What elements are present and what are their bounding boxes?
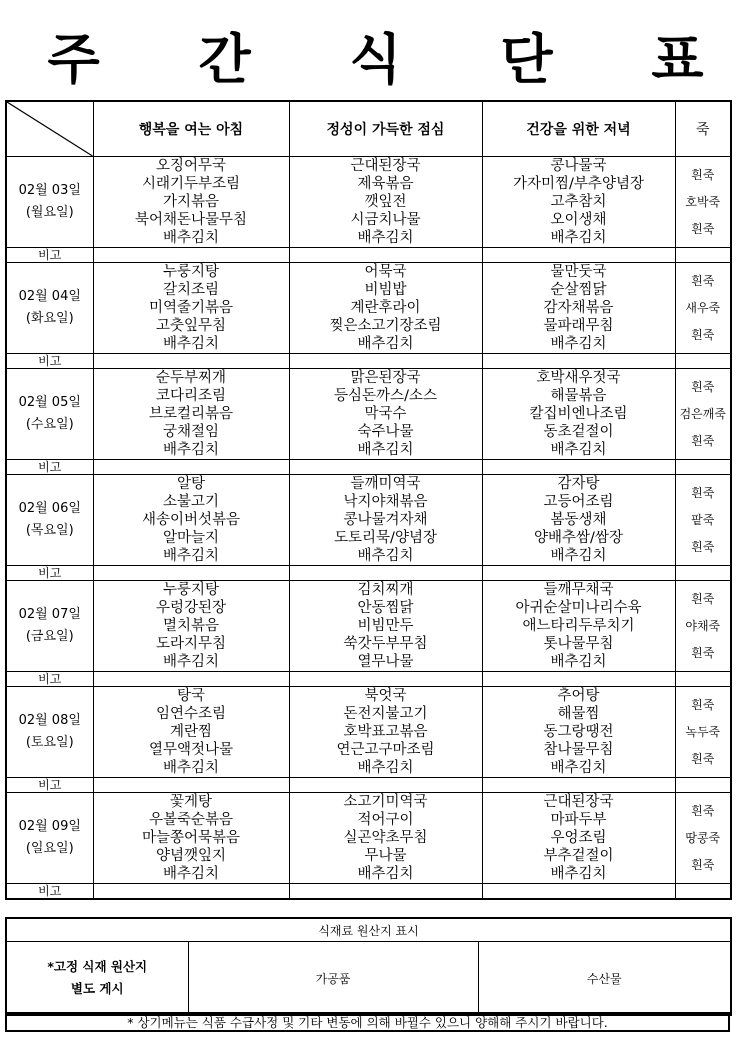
menu-item: 호박표고볶음 (343, 724, 428, 740)
porridge-item: 흰죽 (691, 591, 715, 606)
note-blank (482, 460, 675, 475)
porridge-item: 녹두죽 (685, 724, 721, 739)
date-cell (6, 793, 93, 884)
menu-item: 배추김치 (162, 230, 220, 246)
lunch-cell (289, 475, 482, 566)
menu-item: 봄동생채 (550, 512, 607, 528)
menu-item: 도토리묵/양념장 (334, 530, 437, 546)
menu-item: 들깨미역국 (350, 476, 421, 492)
dinner-cell (482, 263, 675, 354)
note-blank (482, 354, 675, 369)
dinner-cell (482, 793, 675, 884)
menu-item: 들깨무채국 (543, 582, 614, 598)
menu-item: 비빔만두 (357, 618, 414, 634)
note-blank (289, 248, 482, 263)
menu-item: 배추김치 (162, 336, 220, 352)
breakfast-cell (93, 581, 289, 672)
dinner-cell (482, 475, 675, 566)
menu-item: 북엇국 (364, 688, 407, 704)
porridge-item: 흰죽 (691, 857, 715, 872)
breakfast-header: 행복을 여는 아침 (93, 101, 289, 157)
menu-item: 김치찌개 (357, 582, 414, 598)
note-label: 비고 (6, 248, 93, 263)
menu-item: 우엉조림 (550, 830, 607, 846)
menu-item: 숙주나물 (357, 424, 414, 440)
menu-item: 마늘쫑어묵볶음 (141, 830, 241, 846)
note-blank (289, 354, 482, 369)
note-blank (93, 354, 289, 369)
menu-item: 배추김치 (550, 654, 607, 670)
menu-item: 꽃게탕 (169, 794, 213, 810)
porridge-item: 흰죽 (691, 803, 715, 818)
note-blank (289, 566, 482, 581)
lunch-cell (289, 157, 482, 248)
note-label: 비고 (6, 672, 93, 687)
menu-item: 순살찜닭 (550, 282, 607, 298)
menu-item: 칼집비엔나조림 (529, 406, 628, 422)
menu-item: 부추겉절이 (543, 848, 614, 864)
menu-item: 근대된장국 (543, 794, 614, 810)
note-row (6, 354, 731, 369)
fixed-origin-line-1: *고정 식재 원산지 (47, 959, 148, 974)
menu-item: 시금치나물 (350, 212, 421, 228)
date-text: 02월 05일 (18, 395, 81, 410)
weekday-text: (월요일) (25, 205, 74, 220)
note-blank (482, 566, 675, 581)
menu-item: 열무액젓나물 (148, 742, 234, 758)
menu-item: 아귀순살미나리수육 (515, 600, 642, 616)
menu-item: 시래기두부조림 (141, 176, 241, 192)
note-blank (289, 884, 482, 900)
menu-item: 호박새우젓국 (536, 370, 621, 386)
porridge-item: 팥죽 (691, 512, 715, 527)
menu-item: 알마늘지 (162, 530, 220, 546)
origin-table (5, 917, 732, 1016)
menu-item: 배추김치 (550, 442, 607, 458)
weekday-text: (금요일) (25, 629, 74, 644)
note-row (6, 672, 731, 687)
menu-item: 코다리조림 (155, 388, 227, 404)
note-blank (675, 884, 731, 900)
menu-item: 배추김치 (162, 866, 220, 882)
menu-item: 새송이버섯볶음 (141, 512, 241, 528)
dinner-cell (482, 369, 675, 460)
menu-item: 추어탕 (557, 688, 600, 704)
porridge-item: 호박죽 (685, 194, 721, 209)
note-blank (675, 672, 731, 687)
lunch-header: 정성이 가득한 점심 (289, 101, 482, 157)
menu-item: 낙지야채볶음 (343, 494, 428, 510)
day-row (6, 475, 731, 566)
menu-item: 소불고기 (162, 494, 220, 510)
day-row (6, 369, 731, 460)
seafood-cell: 수산물 (478, 942, 731, 1016)
menu-item: 배추김치 (162, 548, 220, 564)
note-blank (482, 884, 675, 900)
note-blank (675, 778, 731, 793)
menu-item: 콩나물국 (550, 158, 607, 174)
menu-item: 가지볶음 (162, 194, 220, 210)
porridge-cell (675, 369, 731, 460)
menu-item: 깻잎전 (364, 194, 407, 210)
porridge-item: 흰죽 (691, 645, 715, 660)
menu-item: 감자탕 (557, 476, 600, 492)
note-label: 비고 (6, 566, 93, 581)
date-cell (6, 369, 93, 460)
dinner-cell (482, 581, 675, 672)
menu-item: 배추김치 (357, 548, 414, 564)
porridge-header: 죽 (675, 101, 731, 157)
menu-item: 고등어조림 (543, 494, 614, 510)
note-row (6, 248, 731, 263)
note-label: 비고 (6, 884, 93, 900)
date-cell (6, 157, 93, 248)
note-blank (93, 566, 289, 581)
menu-item: 우렁강된장 (155, 600, 227, 616)
menu-item: 양배추쌈/쌈장 (534, 530, 623, 546)
note-row (6, 460, 731, 475)
porridge-item: 흰죽 (691, 697, 715, 712)
weekly-menu-table (5, 100, 732, 900)
menu-item: 배추김치 (357, 866, 414, 882)
day-row (6, 687, 731, 778)
menu-item: 동그랑땡전 (543, 724, 614, 740)
menu-item: 탕국 (176, 688, 205, 704)
menu-item: 막국수 (364, 406, 407, 422)
menu-item: 소고기미역국 (343, 794, 428, 810)
porridge-item: 검은깨죽 (679, 406, 726, 421)
fixed-origin-note (6, 942, 188, 1016)
date-text: 02월 09일 (18, 819, 81, 834)
date-cell (6, 475, 93, 566)
date-text: 02월 06일 (18, 501, 81, 516)
menu-item: 배추김치 (550, 336, 607, 352)
porridge-cell (675, 475, 731, 566)
porridge-item: 흰죽 (691, 273, 715, 288)
menu-item: 누룽지탕 (162, 582, 220, 598)
menu-item: 배추김치 (357, 230, 414, 246)
menu-item: 적어구이 (357, 812, 414, 828)
menu-item: 비빔밥 (364, 282, 407, 298)
menu-item: 물만둣국 (550, 264, 607, 280)
menu-item: 배추김치 (550, 866, 607, 882)
note-row (6, 884, 731, 900)
menu-item: 등심돈까스/소스 (334, 388, 437, 404)
weekday-text: (수요일) (25, 417, 74, 432)
page-title: 주 간 식 단 표 (47, 28, 744, 91)
menu-item: 배추김치 (162, 760, 220, 776)
note-blank (93, 248, 289, 263)
menu-item: 배추김치 (550, 760, 607, 776)
porridge-item: 흰죽 (691, 327, 715, 342)
note-blank (482, 248, 675, 263)
porridge-item: 흰죽 (691, 751, 715, 766)
menu-item: 참나물무침 (543, 742, 614, 758)
day-row (6, 581, 731, 672)
menu-item: 브로컬리볶음 (148, 406, 234, 422)
note-blank (289, 672, 482, 687)
note-blank (675, 354, 731, 369)
processed-goods-cell: 가공품 (188, 942, 478, 1016)
menu-item: 배추김치 (162, 654, 220, 670)
breakfast-cell (93, 793, 289, 884)
porridge-cell (675, 263, 731, 354)
porridge-item: 야채죽 (685, 618, 721, 633)
menu-item: 애느타리두루치기 (522, 618, 635, 634)
menu-item: 마파두부 (550, 812, 607, 828)
porridge-item: 흰죽 (691, 485, 715, 500)
breakfast-cell (93, 369, 289, 460)
menu-item: 돈전지불고기 (343, 706, 428, 722)
menu-item: 물파래무침 (543, 318, 614, 334)
lunch-cell (289, 369, 482, 460)
menu-item: 갈치조림 (162, 282, 220, 298)
menu-item: 계란찜 (169, 724, 213, 740)
menu-item: 콩나물겨자채 (343, 512, 428, 528)
weekday-text: (토요일) (25, 735, 74, 750)
porridge-cell (675, 157, 731, 248)
menu-item: 궁채절임 (162, 424, 220, 440)
menu-item: 누룽지탕 (162, 264, 220, 280)
weekday-text: (화요일) (25, 311, 74, 326)
day-row (6, 263, 731, 354)
dinner-cell (482, 687, 675, 778)
menu-item: 실곤약초무침 (343, 830, 428, 846)
menu-item: 쑥갓두부무침 (343, 636, 428, 652)
origin-title: 식재료 원산지 표시 (6, 918, 731, 942)
breakfast-cell (93, 263, 289, 354)
date-text: 02월 04일 (18, 289, 81, 304)
menu-item: 맑은된장국 (350, 370, 421, 386)
menu-item: 열무나물 (357, 654, 414, 670)
menu-item: 멸치볶음 (162, 618, 220, 634)
porridge-cell (675, 793, 731, 884)
menu-item: 어묵국 (364, 264, 407, 280)
menu-item: 임연수조림 (155, 706, 227, 722)
porridge-item: 땅콩죽 (685, 830, 721, 845)
note-blank (675, 460, 731, 475)
menu-item: 배추김치 (357, 336, 414, 352)
menu-item: 안동찜닭 (357, 600, 414, 616)
menu-item: 배추김치 (550, 230, 607, 246)
note-blank (482, 672, 675, 687)
diagonal-line (7, 102, 93, 156)
date-cell (6, 687, 93, 778)
note-blank (289, 778, 482, 793)
day-row (6, 793, 731, 884)
porridge-item: 흰죽 (691, 433, 715, 448)
menu-item: 감자채볶음 (543, 300, 614, 316)
lunch-cell (289, 793, 482, 884)
menu-item: 근대된장국 (350, 158, 421, 174)
lunch-cell (289, 687, 482, 778)
dinner-header: 건강을 위한 저녁 (482, 101, 675, 157)
fixed-origin-line-2: 별도 게시 (70, 981, 124, 996)
menu-item: 우볼죽순볶음 (148, 812, 234, 828)
porridge-item: 흰죽 (691, 221, 715, 236)
menu-item: 양념깻잎지 (155, 848, 227, 864)
note-blank (93, 460, 289, 475)
note-blank (93, 778, 289, 793)
note-label: 비고 (6, 354, 93, 369)
menu-item: 연근고구마조림 (336, 742, 435, 758)
menu-item: 도라지무침 (155, 636, 227, 652)
porridge-item: 흰죽 (691, 167, 715, 182)
breakfast-cell (93, 157, 289, 248)
menu-body (6, 157, 731, 900)
breakfast-cell (93, 687, 289, 778)
date-cell (6, 581, 93, 672)
note-blank (675, 248, 731, 263)
porridge-cell (675, 581, 731, 672)
menu-item: 배추김치 (357, 442, 414, 458)
note-blank (93, 884, 289, 900)
note-blank (675, 566, 731, 581)
menu-item: 무나물 (364, 848, 407, 864)
menu-item: 배추김치 (357, 760, 414, 776)
lunch-cell (289, 581, 482, 672)
menu-item: 배추김치 (162, 442, 220, 458)
menu-item: 제육볶음 (357, 176, 414, 192)
menu-item: 고춧잎무침 (155, 318, 227, 334)
weekday-text: (목요일) (25, 523, 74, 538)
menu-item: 가자미찜/부추양념장 (513, 176, 644, 192)
porridge-item: 흰죽 (691, 539, 715, 554)
menu-item: 순두부찌개 (155, 370, 227, 386)
note-blank (482, 778, 675, 793)
menu-item: 동초겉절이 (543, 424, 614, 440)
menu-item: 해물볶음 (550, 388, 607, 404)
menu-item: 해물찜 (557, 706, 600, 722)
weekday-text: (일요일) (25, 841, 74, 856)
menu-item: 계란후라이 (350, 300, 421, 316)
menu-item: 찢은소고기장조림 (329, 318, 442, 334)
note-blank (289, 460, 482, 475)
date-text: 02월 08일 (18, 713, 81, 728)
menu-item: 톳나물무침 (543, 636, 614, 652)
date-text: 02월 07일 (18, 607, 81, 622)
lunch-cell (289, 263, 482, 354)
breakfast-cell (93, 475, 289, 566)
menu-item: 북어채돈나물무침 (134, 212, 248, 228)
menu-item: 알탕 (176, 476, 205, 492)
menu-item: 배추김치 (550, 548, 607, 564)
porridge-item: 새우죽 (685, 300, 721, 315)
date-text: 02월 03일 (18, 183, 81, 198)
note-row (6, 566, 731, 581)
note-label: 비고 (6, 778, 93, 793)
menu-item: 미역줄기볶음 (148, 300, 234, 316)
day-row (6, 157, 731, 248)
note-row (6, 778, 731, 793)
menu-item: 오징어무국 (155, 158, 227, 174)
dinner-cell (482, 157, 675, 248)
corner-cell (6, 101, 93, 157)
date-cell (6, 263, 93, 354)
note-blank (93, 672, 289, 687)
porridge-cell (675, 687, 731, 778)
menu-item: 오이생채 (550, 212, 607, 228)
porridge-item: 흰죽 (691, 379, 715, 394)
footer-notice: * 상기메뉴는 식품 수급사정 및 기타 변동에 의해 바뀔수 있으니 양해해 주시기 바랍니다. (5, 1012, 730, 1032)
note-label: 비고 (6, 460, 93, 475)
header-row (6, 101, 731, 157)
menu-item: 고추참치 (550, 194, 607, 210)
